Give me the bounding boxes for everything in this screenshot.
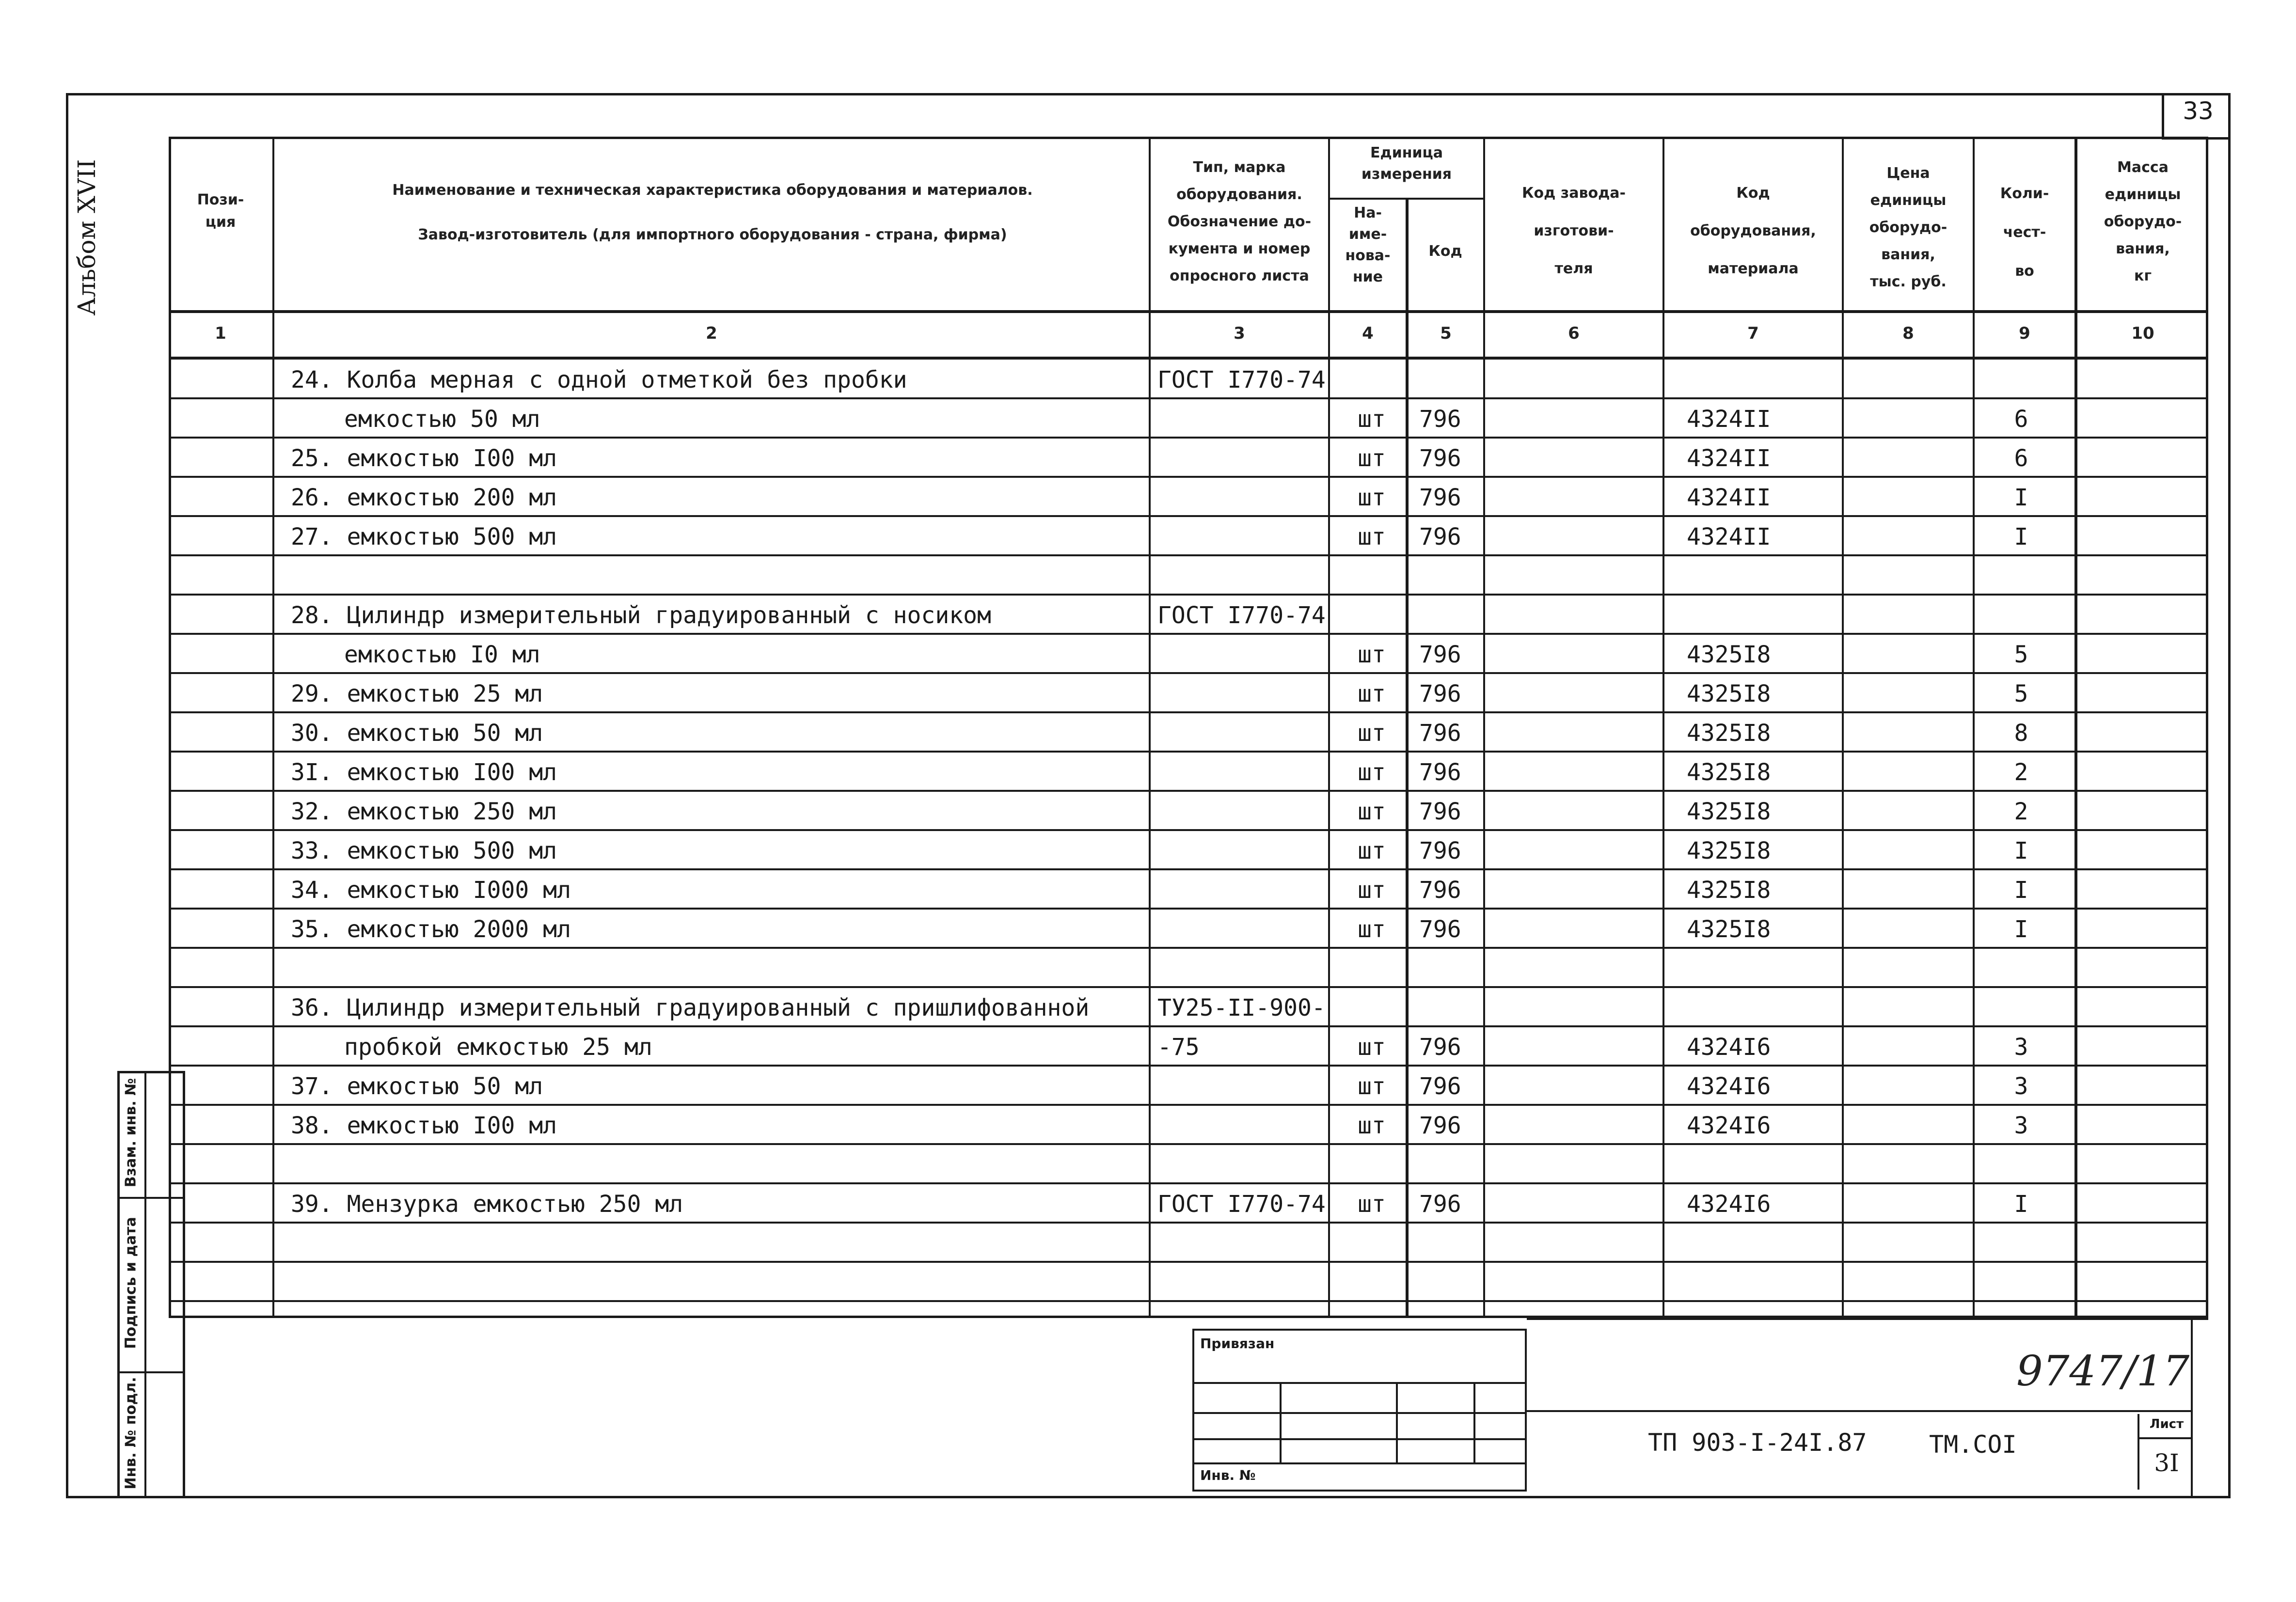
row-divider	[169, 751, 2208, 753]
item-material-code: 4325I8	[1687, 759, 1771, 786]
item-name: 26. емкостью 200 мл	[291, 484, 557, 511]
item-unit-code: 796	[1419, 837, 1461, 864]
row-divider	[169, 986, 2208, 988]
item-material-code: 4324I6	[1687, 1073, 1771, 1100]
item-quantity: I	[2014, 916, 2028, 943]
item-quantity: I	[2014, 877, 2028, 904]
row-divider	[169, 947, 2208, 949]
item-doc: ТУ25-II-900-	[1157, 994, 1326, 1021]
item-name: 25. емкостью I00 мл	[291, 445, 557, 472]
item-name: 28. Цилиндр измерительный градуированный с носиком	[291, 602, 991, 629]
col-number-5: 5	[1440, 324, 1452, 343]
item-material-code: 4324I6	[1687, 1034, 1771, 1061]
privyazan-line-1	[1192, 1382, 1527, 1384]
item-unit-code: 796	[1419, 720, 1461, 747]
header-bottom-line	[169, 310, 2208, 313]
row-divider	[169, 1143, 2208, 1145]
item-quantity: 3	[2014, 1073, 2028, 1100]
item-quantity: I	[2014, 484, 2028, 511]
row-divider	[169, 1065, 2208, 1067]
item-name: 27. емкостью 500 мл	[291, 523, 557, 550]
header-col4: На- име- нова- ние	[1345, 204, 1391, 285]
row-divider	[169, 1300, 2208, 1302]
item-unit-code: 796	[1419, 877, 1461, 904]
header-unit-group: Единица измерения	[1361, 144, 1452, 183]
header-col3: Тип, марка оборудования. Обозначение до- кумента и номер опросного листа	[1167, 159, 1312, 284]
row-divider	[169, 711, 2208, 713]
item-material-code: 4324II	[1687, 484, 1771, 511]
item-doc: ГОСТ I770-74	[1157, 1191, 1326, 1218]
col-line-4	[1406, 198, 1409, 1318]
col-number-9: 9	[2019, 324, 2030, 343]
col-line-8	[1973, 137, 1975, 1318]
item-material-code: 4325I8	[1687, 798, 1771, 825]
inv-no-label: Инв. №	[1200, 1467, 1256, 1483]
item-unit-code: 796	[1419, 445, 1461, 472]
item-unit-code: 796	[1419, 1034, 1461, 1061]
item-name: емкостью I0 мл	[344, 641, 540, 668]
header-col6: Код завода- изготови- теля	[1522, 185, 1626, 277]
item-name: 29. емкостью 25 мл	[291, 680, 543, 707]
col-number-bottom-line	[169, 357, 2208, 360]
col-number-10: 10	[2131, 324, 2154, 343]
item-unit-code: 796	[1419, 798, 1461, 825]
item-quantity: 2	[2014, 798, 2028, 825]
item-unit: шт	[1358, 798, 1386, 825]
item-unit-code: 796	[1419, 916, 1461, 943]
item-unit: шт	[1358, 720, 1386, 747]
item-material-code: 4324II	[1687, 406, 1771, 433]
row-divider	[169, 672, 2208, 674]
item-unit: шт	[1358, 837, 1386, 864]
sheet-box-line	[2138, 1437, 2193, 1439]
privyazan-line-4	[1192, 1462, 1527, 1464]
row-divider	[169, 1025, 2208, 1027]
item-unit: шт	[1358, 759, 1386, 786]
item-unit: шт	[1358, 406, 1386, 433]
item-material-code: 4325I8	[1687, 720, 1771, 747]
item-name: 35. емкостью 2000 мл	[291, 916, 571, 943]
side-stamp-divider	[144, 1071, 146, 1498]
row-divider	[169, 633, 2208, 635]
album-label: Альбом XVII	[73, 159, 101, 316]
item-material-code: 4324II	[1687, 523, 1771, 550]
header-col5: Код	[1428, 243, 1462, 260]
item-unit-code: 796	[1419, 484, 1461, 511]
item-name: 30. емкостью 50 мл	[291, 720, 543, 747]
col-number-2: 2	[706, 324, 717, 343]
row-divider	[169, 1222, 2208, 1224]
side-stamp-inv: Инв. № подл.	[122, 1377, 140, 1490]
item-material-code: 4325I8	[1687, 877, 1771, 904]
item-name: 3I. емкостью I00 мл	[291, 759, 557, 786]
doc-mark: ТМ.COI	[1929, 1430, 2017, 1459]
item-quantity: 3	[2014, 1034, 2028, 1061]
item-unit: шт	[1358, 641, 1386, 668]
item-name: 24. Колба мерная с одной отметкой без пробки	[291, 366, 907, 393]
col-number-6: 6	[1568, 324, 1580, 343]
item-unit: шт	[1358, 523, 1386, 550]
item-unit-code: 796	[1419, 523, 1461, 550]
row-divider	[169, 554, 2208, 556]
item-unit: шт	[1358, 484, 1386, 511]
item-material-code: 4324I6	[1687, 1112, 1771, 1139]
item-quantity: 6	[2014, 406, 2028, 433]
privyazan-line-2	[1192, 1412, 1527, 1414]
item-unit: шт	[1358, 1191, 1386, 1218]
row-divider	[169, 908, 2208, 910]
privyazan-label: Привязан	[1200, 1335, 1275, 1351]
item-name: 38. емкостью I00 мл	[291, 1112, 557, 1139]
col-line-2	[1149, 137, 1151, 1318]
item-name: 33. емкостью 500 мл	[291, 837, 557, 864]
item-unit-code: 796	[1419, 680, 1461, 707]
row-divider	[169, 437, 2208, 439]
item-material-code: 4324I6	[1687, 1191, 1771, 1218]
col-line-3	[1328, 137, 1330, 1318]
row-divider	[169, 1182, 2208, 1184]
sheet-number: 3I	[2154, 1449, 2179, 1477]
side-stamp-line-1	[117, 1197, 185, 1199]
row-divider	[169, 397, 2208, 399]
row-divider	[169, 515, 2208, 517]
col-number-3: 3	[1234, 324, 1245, 343]
col-number-8: 8	[1902, 324, 1914, 343]
row-divider	[169, 594, 2208, 596]
header-col1: Пози- ция	[197, 191, 244, 231]
item-unit-code: 796	[1419, 641, 1461, 668]
item-quantity: 2	[2014, 759, 2028, 786]
item-unit: шт	[1358, 877, 1386, 904]
item-material-code: 4325I8	[1687, 641, 1771, 668]
item-unit: шт	[1358, 1073, 1386, 1100]
col-number-1: 1	[215, 324, 226, 343]
item-quantity: I	[2014, 1191, 2028, 1218]
title-block-mid-line	[1527, 1410, 2191, 1412]
row-divider	[169, 829, 2208, 831]
col-line-7	[1842, 137, 1844, 1318]
item-quantity: I	[2014, 523, 2028, 550]
item-unit-code: 796	[1419, 1112, 1461, 1139]
item-material-code: 4325I8	[1687, 916, 1771, 943]
item-doc: -75	[1157, 1034, 1200, 1061]
col-line-1	[272, 137, 274, 1318]
item-unit-code: 796	[1419, 759, 1461, 786]
row-divider	[169, 790, 2208, 792]
item-name: 36. Цилиндр измерительный градуированный с пришлифованной	[291, 994, 1090, 1021]
header-col2-line2: Завод-изготовитель (для импортного оборудования - страна, фирма)	[418, 226, 1007, 243]
side-stamp-vzam: Взам. инв. №	[122, 1078, 140, 1188]
col-line-5	[1483, 137, 1485, 1318]
row-divider	[169, 1261, 2208, 1263]
sheet-label: Лист	[2149, 1417, 2184, 1431]
row-divider	[169, 1104, 2208, 1106]
item-unit: шт	[1358, 680, 1386, 707]
item-name: пробкой емкостью 25 мл	[344, 1034, 652, 1061]
item-unit-code: 796	[1419, 1191, 1461, 1218]
item-doc: ГОСТ I770-74	[1157, 366, 1326, 393]
header-col9: Коли- чест- во	[2000, 185, 2049, 280]
item-name: 39. Мензурка емкостью 250 мл	[291, 1191, 683, 1218]
item-unit-code: 796	[1419, 1073, 1461, 1100]
handwritten-number: 9747/17	[2016, 1347, 2190, 1396]
header-col2-line1: Наименование и техническая характеристика оборудования и материалов.	[392, 182, 1033, 199]
item-name: 32. емкостью 250 мл	[291, 798, 557, 825]
col-number-7: 7	[1747, 324, 1759, 343]
header-col8: Цена единицы оборудо- вания, тыс. руб.	[1869, 165, 1948, 290]
header-col7: Код оборудования, материала	[1690, 185, 1816, 277]
privyazan-line-3	[1192, 1438, 1527, 1440]
header-col10: Масса единицы оборудо- вания, кг	[2104, 159, 2182, 284]
side-stamp-podpis: Подпись и дата	[122, 1217, 140, 1349]
item-quantity: 8	[2014, 720, 2028, 747]
col-number-4: 4	[1362, 324, 1374, 343]
title-block-top-line	[1527, 1318, 2208, 1320]
item-quantity: I	[2014, 837, 2028, 864]
privyazan-col-3	[1473, 1382, 1475, 1462]
row-divider	[169, 476, 2208, 478]
col-line-9	[2074, 137, 2077, 1318]
item-material-code: 4324II	[1687, 445, 1771, 472]
item-name: 37. емкостью 50 мл	[291, 1073, 543, 1100]
item-material-code: 4325I8	[1687, 837, 1771, 864]
doc-code: ТП 903-I-24I.87	[1648, 1429, 1867, 1457]
col-line-6	[1663, 137, 1664, 1318]
item-unit-code: 796	[1419, 406, 1461, 433]
item-unit: шт	[1358, 1112, 1386, 1139]
item-quantity: 6	[2014, 445, 2028, 472]
item-unit: шт	[1358, 445, 1386, 472]
privyazan-col-2	[1396, 1382, 1398, 1462]
item-quantity: 5	[2014, 641, 2028, 668]
page-number: 33	[2183, 97, 2214, 125]
privyazan-col-1	[1280, 1382, 1282, 1462]
item-doc: ГОСТ I770-74	[1157, 602, 1326, 629]
item-name: 34. емкостью I000 мл	[291, 877, 571, 904]
item-unit: шт	[1358, 916, 1386, 943]
item-unit: шт	[1358, 1034, 1386, 1061]
item-quantity: 3	[2014, 1112, 2028, 1139]
item-material-code: 4325I8	[1687, 680, 1771, 707]
item-name: емкостью 50 мл	[344, 406, 540, 433]
item-quantity: 5	[2014, 680, 2028, 707]
row-divider	[169, 868, 2208, 870]
